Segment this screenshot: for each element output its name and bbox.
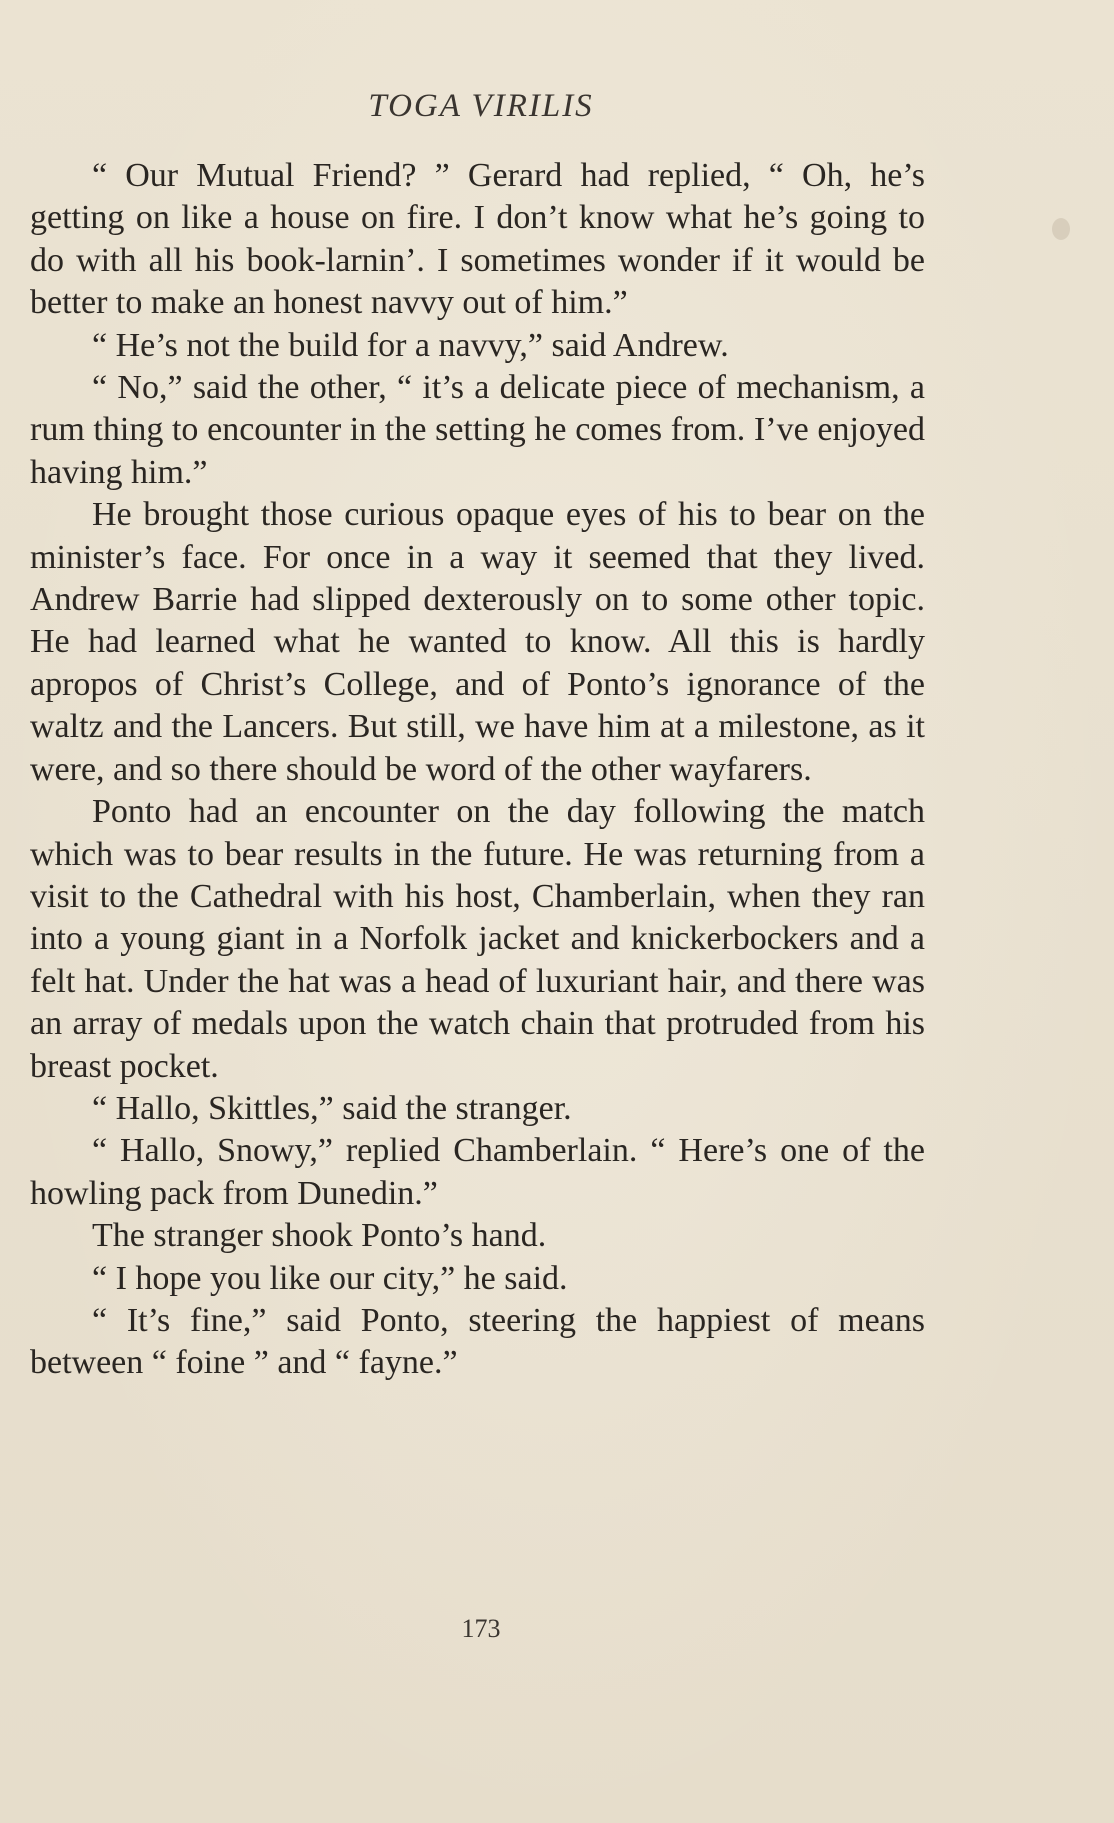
text-block bbox=[30, 155, 925, 1385]
page-number: 173 bbox=[461, 1614, 501, 1643]
paragraph: “ Our Mutual Friend? ” Gerard had replied, “ Oh, he’s getting on like a house on fire. I don’t know what he’s going to do with all his book-larnin’. I sometimes wonder if it would be better to make an honest navvy out of him.” bbox=[30, 157, 925, 322]
paragraph: The stranger shook Ponto’s hand. bbox=[92, 1217, 547, 1255]
paragraph: “ It’s fine,” said Ponto, steering the happiest of means between “ foine ” and “ fayne.” bbox=[30, 1301, 925, 1382]
paragraph: “ Hallo, Skittles,” said the stranger. bbox=[92, 1089, 572, 1127]
running-title: TOGA VIRILIS bbox=[368, 88, 594, 124]
paragraph: “ Hallo, Snowy,” replied Chamberlain. “ Here’s one of the howling pack from Dunedin.” bbox=[30, 1132, 925, 1212]
paragraph: “ He’s not the build for a navvy,” said Andrew. bbox=[92, 326, 729, 364]
paragraph: Ponto had an encounter on the day following the match which was to bear results in the future. He was returning from a visit to the Cathedral with his host, Chamberlain, when they ran into a young giant in a Norfolk jacket and knickerbockers and a felt hat. Under the hat was a head of luxuriant hair, and there was an array of medals upon the watch chain that protruded from his breast pocket. bbox=[30, 793, 925, 1085]
paragraph: He brought those curious opaque eyes of his to bear on the minister’s face. For once in a way it seemed that they lived. Andrew Barrie had slipped dexterously on to some other topic. He had learned what he wanted to know. All this is hardly apropos of Christ’s College, and of Ponto’s ignorance of the waltz and the Lancers. But still, we have him at a milestone, as it were, and so there should be word of the other wayfarers. bbox=[30, 496, 925, 788]
paragraph: “ I hope you like our city,” he said. bbox=[92, 1259, 568, 1297]
paper-stain bbox=[1052, 218, 1070, 240]
paragraph: “ No,” said the other, “ it’s a delicate piece of mechanism, a rum thing to encounter in the setting he comes from. I’ve enjoyed having him.” bbox=[30, 369, 925, 491]
